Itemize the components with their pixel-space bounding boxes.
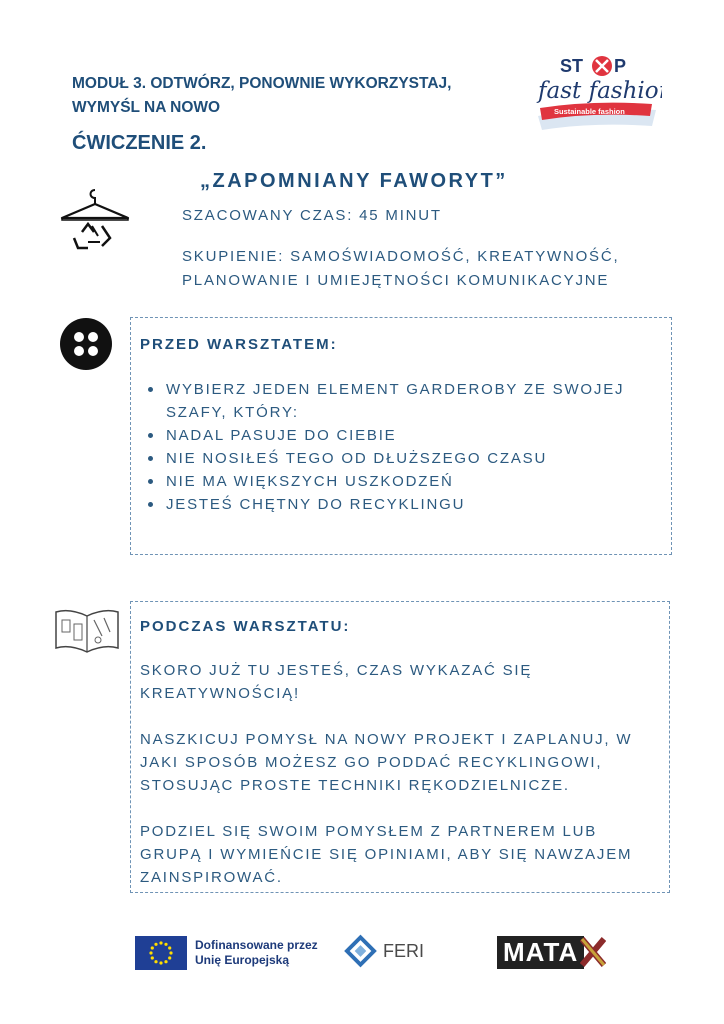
during-heading: PODCZAS WARSZTATU: — [140, 618, 351, 635]
before-workshop-box — [130, 317, 672, 555]
module-heading — [72, 72, 451, 120]
focus-line-2: PLANOWANIE I UMIEJĘTNOŚCI KOMUNIKACYJNE — [182, 272, 610, 289]
list-item: NIE MA WIĘKSZYCH USZKODZEŃ — [140, 470, 645, 493]
open-book-icon — [52, 606, 122, 656]
exercise-number: ĆWICZENIE 2. — [72, 132, 207, 154]
during-paragraph-3: PODZIEL SIĘ SWOIM POMYSŁEM Z PARTNEREM LUB GRUPĄ I WYMIEŃCIE SIĘ OPINIAMI, ABY SIĘ NAWZAJEM ZAINSPIROWAĆ. — [140, 823, 633, 886]
mata-cross-icon — [580, 937, 606, 967]
module-line-1: MODUŁ 3. ODTWÓRZ, PONOWNIE WYKORZYSTAJ, — [72, 75, 452, 92]
logo-ribbon: Sustainable fashion — [554, 107, 625, 116]
list-item: JESTEŚ CHĘTNY DO RECYKLINGU — [140, 493, 645, 516]
sewing-button-icon — [60, 318, 112, 370]
eu-line-2: Unię Europejską — [195, 953, 290, 967]
during-workshop-box — [130, 601, 670, 893]
during-paragraph-2: NASZKICUJ POMYSŁ NA NOWY PROJEKT I ZAPLANUJ, W JAKI SPOSÓB MOŻESZ GO PODDAĆ RECYKLINGOWI, STOSUJĄC PROSTE TECHNIKI RĘKODZIELNICZE. — [140, 731, 633, 794]
mata-text: MATA — [497, 936, 584, 969]
hanger-recycle-icon — [58, 186, 132, 260]
eu-flag-icon — [135, 936, 187, 970]
logo-stop-left: ST — [560, 56, 584, 76]
eu-cofunded-logo — [135, 935, 335, 971]
exercise-title: „ZAPOMNIANY FAWORYT” — [200, 170, 508, 192]
before-heading: PRZED WARSZTATEM: — [140, 336, 338, 353]
eu-text — [195, 938, 318, 968]
mata-logo — [497, 935, 617, 969]
before-list — [140, 378, 645, 516]
focus-text — [182, 245, 619, 293]
list-item: WYBIERZ JEDEN ELEMENT GARDEROBY ZE SWOJEJ SZAFY, KTÓRY: — [140, 378, 645, 424]
eu-line-1: Dofinansowane przez — [195, 938, 318, 952]
module-line-2: WYMYŚL NA NOWO — [72, 99, 221, 116]
feri-logo — [344, 932, 424, 970]
logo-stop-right: P — [614, 56, 627, 76]
estimated-time: SZACOWANY CZAS: 45 MINUT — [182, 207, 442, 224]
list-item: NADAL PASUJE DO CIEBIE — [140, 424, 645, 447]
logo-graphic — [532, 50, 662, 134]
list-item: NIE NOSIŁEŚ TEGO OD DŁUŻSZEGO CZASU — [140, 447, 645, 470]
during-paragraph-1: SKORO JUŻ TU JESTEŚ, CZAS WYKAZAĆ SIĘ KREATYWNOŚCIĄ! — [140, 662, 533, 702]
feri-text: FERI — [382, 940, 424, 961]
feri-mark-icon — [344, 934, 377, 968]
focus-line-1: SKUPIENIE: SAMOŚWIADOMOŚĆ, KREATYWNOŚĆ, — [182, 248, 620, 265]
stop-fast-fashion-logo — [532, 50, 662, 134]
logo-script: fast fashion — [538, 78, 662, 104]
